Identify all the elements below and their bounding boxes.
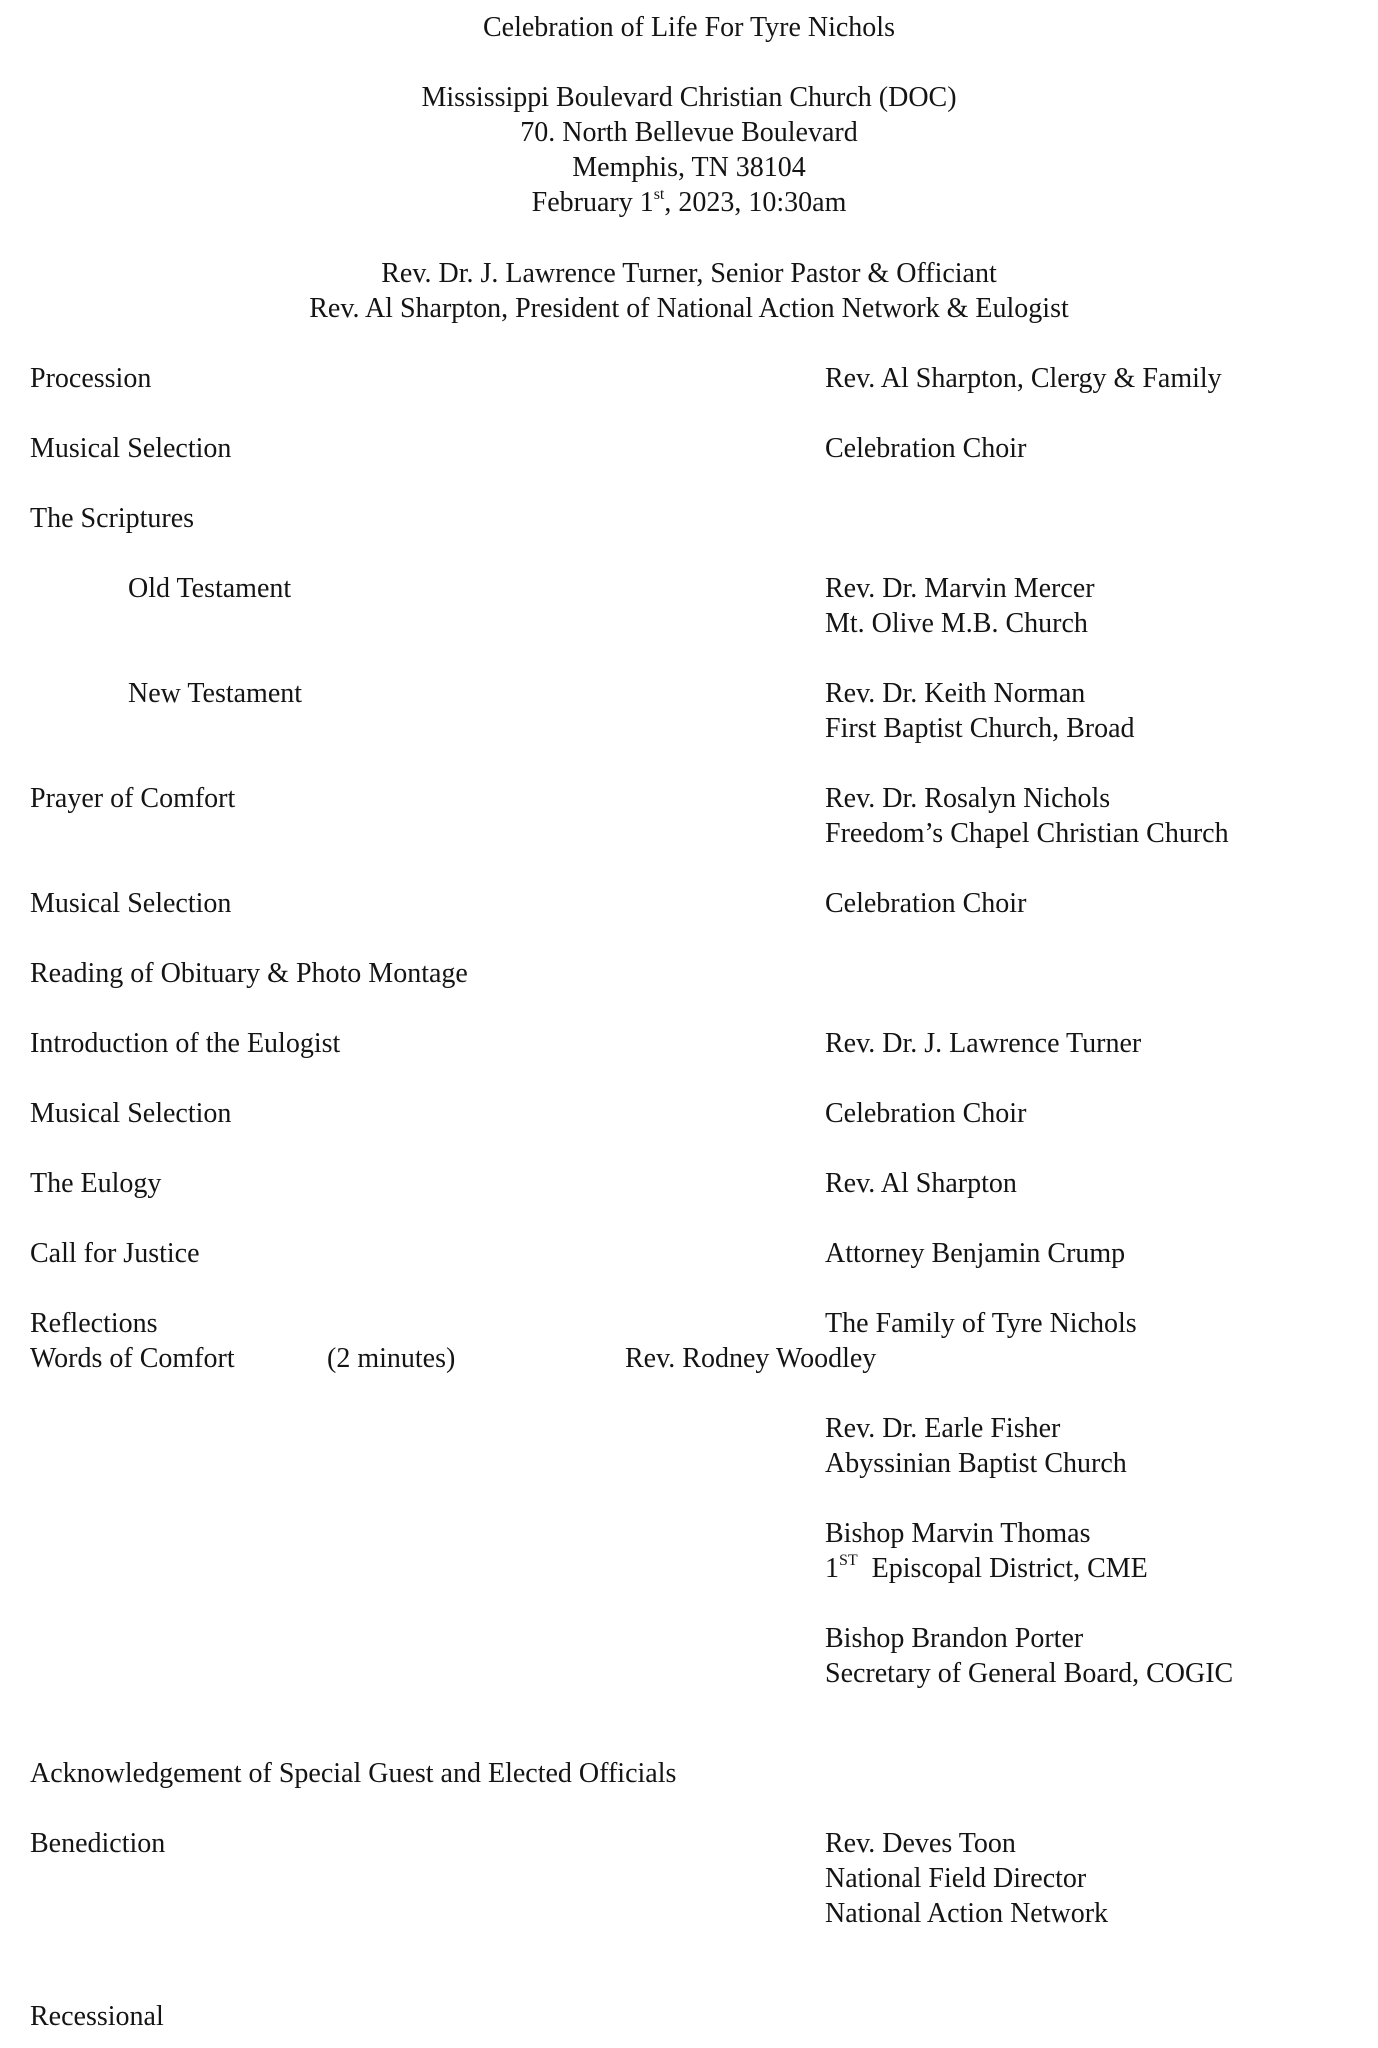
speaker-org: Secretary of General Board, COGIC <box>825 1658 1234 1689</box>
speaker-porter <box>825 1621 1233 1691</box>
date-suffix: , 2023, 10:30am <box>664 187 847 218</box>
item-old-testament-by <box>825 571 1095 641</box>
reader-church: Mt. Olive M.B. Church <box>825 608 1088 639</box>
item-music2-by: Celebration Choir <box>825 888 1027 919</box>
item-music1-label: Musical Selection <box>30 433 232 464</box>
org-ordinal-number: 1 <box>825 1553 839 1584</box>
org-ordinal-suffix: ST <box>839 1551 858 1569</box>
item-music3-label: Musical Selection <box>30 1098 232 1129</box>
eulogist-line: Rev. Al Sharpton, President of National Action Network & Eulogist <box>309 293 1069 324</box>
item-new-testament-label: New Testament <box>128 678 303 709</box>
item-words-of-comfort-by: Rev. Rodney Woodley <box>625 1343 877 1374</box>
reader-name: Rev. Dr. Marvin Mercer <box>825 573 1095 604</box>
item-music1-by: Celebration Choir <box>825 433 1027 464</box>
item-recessional-label: Recessional <box>30 2001 164 2032</box>
item-acknowledgement-label: Acknowledgement of Special Guest and Elected Officials <box>30 1758 677 1789</box>
item-benediction-label: Benediction <box>30 1828 166 1859</box>
reader-name: Rev. Dr. Keith Norman <box>825 678 1086 709</box>
item-procession-by: Rev. Al Sharpton, Clergy & Family <box>825 363 1222 394</box>
prayer-name: Rev. Dr. Rosalyn Nichols <box>825 783 1111 814</box>
item-reflections-label: Reflections <box>30 1308 158 1339</box>
church-address: 70. North Bellevue Boulevard <box>520 117 858 148</box>
item-benediction-by <box>825 1826 1108 1931</box>
item-obituary-label: Reading of Obituary & Photo Montage <box>30 958 468 989</box>
speaker-fisher <box>825 1411 1127 1481</box>
item-new-testament-by <box>825 676 1135 746</box>
org-name: Episcopal District, CME <box>871 1553 1148 1584</box>
speaker-org: Abyssinian Baptist Church <box>825 1448 1127 1479</box>
program-title: Celebration of Life For Tyre Nichols <box>483 12 895 43</box>
benediction-org: National Action Network <box>825 1898 1109 1929</box>
item-reflections-by: The Family of Tyre Nichols <box>825 1308 1137 1339</box>
church-name: Mississippi Boulevard Christian Church (DOC) <box>421 82 957 113</box>
speaker-name: Bishop Marvin Thomas <box>825 1518 1091 1549</box>
benediction-name: Rev. Deves Toon <box>825 1828 1016 1859</box>
item-justice-label: Call for Justice <box>30 1238 200 1269</box>
benediction-title: National Field Director <box>825 1863 1087 1894</box>
church-city: Memphis, TN 38104 <box>572 152 806 183</box>
date-prefix: February 1 <box>531 187 654 218</box>
service-date <box>0 185 1378 220</box>
item-old-testament-label: Old Testament <box>128 573 292 604</box>
speaker-name: Rev. Dr. Earle Fisher <box>825 1413 1061 1444</box>
item-eulogy-label: The Eulogy <box>30 1168 162 1199</box>
speaker-name: Bishop Brandon Porter <box>825 1623 1084 1654</box>
item-justice-by: Attorney Benjamin Crump <box>825 1238 1126 1269</box>
item-procession-label: Procession <box>30 363 152 394</box>
item-music3-by: Celebration Choir <box>825 1098 1027 1129</box>
date-ordinal: st <box>653 185 665 203</box>
speaker-thomas <box>825 1516 1148 1586</box>
item-eulogy-by: Rev. Al Sharpton <box>825 1168 1017 1199</box>
item-prayer-label: Prayer of Comfort <box>30 783 236 814</box>
item-words-of-comfort-label: Words of Comfort <box>30 1343 235 1374</box>
item-music2-label: Musical Selection <box>30 888 232 919</box>
item-scriptures-label: The Scriptures <box>30 503 195 534</box>
item-prayer-by <box>825 781 1229 851</box>
officiant-line: Rev. Dr. J. Lawrence Turner, Senior Pastor & Officiant <box>381 258 997 289</box>
reader-church: First Baptist Church, Broad <box>825 713 1135 744</box>
item-words-of-comfort-duration: (2 minutes) <box>327 1343 456 1374</box>
item-introduction-label: Introduction of the Eulogist <box>30 1028 341 1059</box>
item-introduction-by: Rev. Dr. J. Lawrence Turner <box>825 1028 1142 1059</box>
prayer-church: Freedom’s Chapel Christian Church <box>825 818 1229 849</box>
speaker-org <box>825 1551 1148 1586</box>
